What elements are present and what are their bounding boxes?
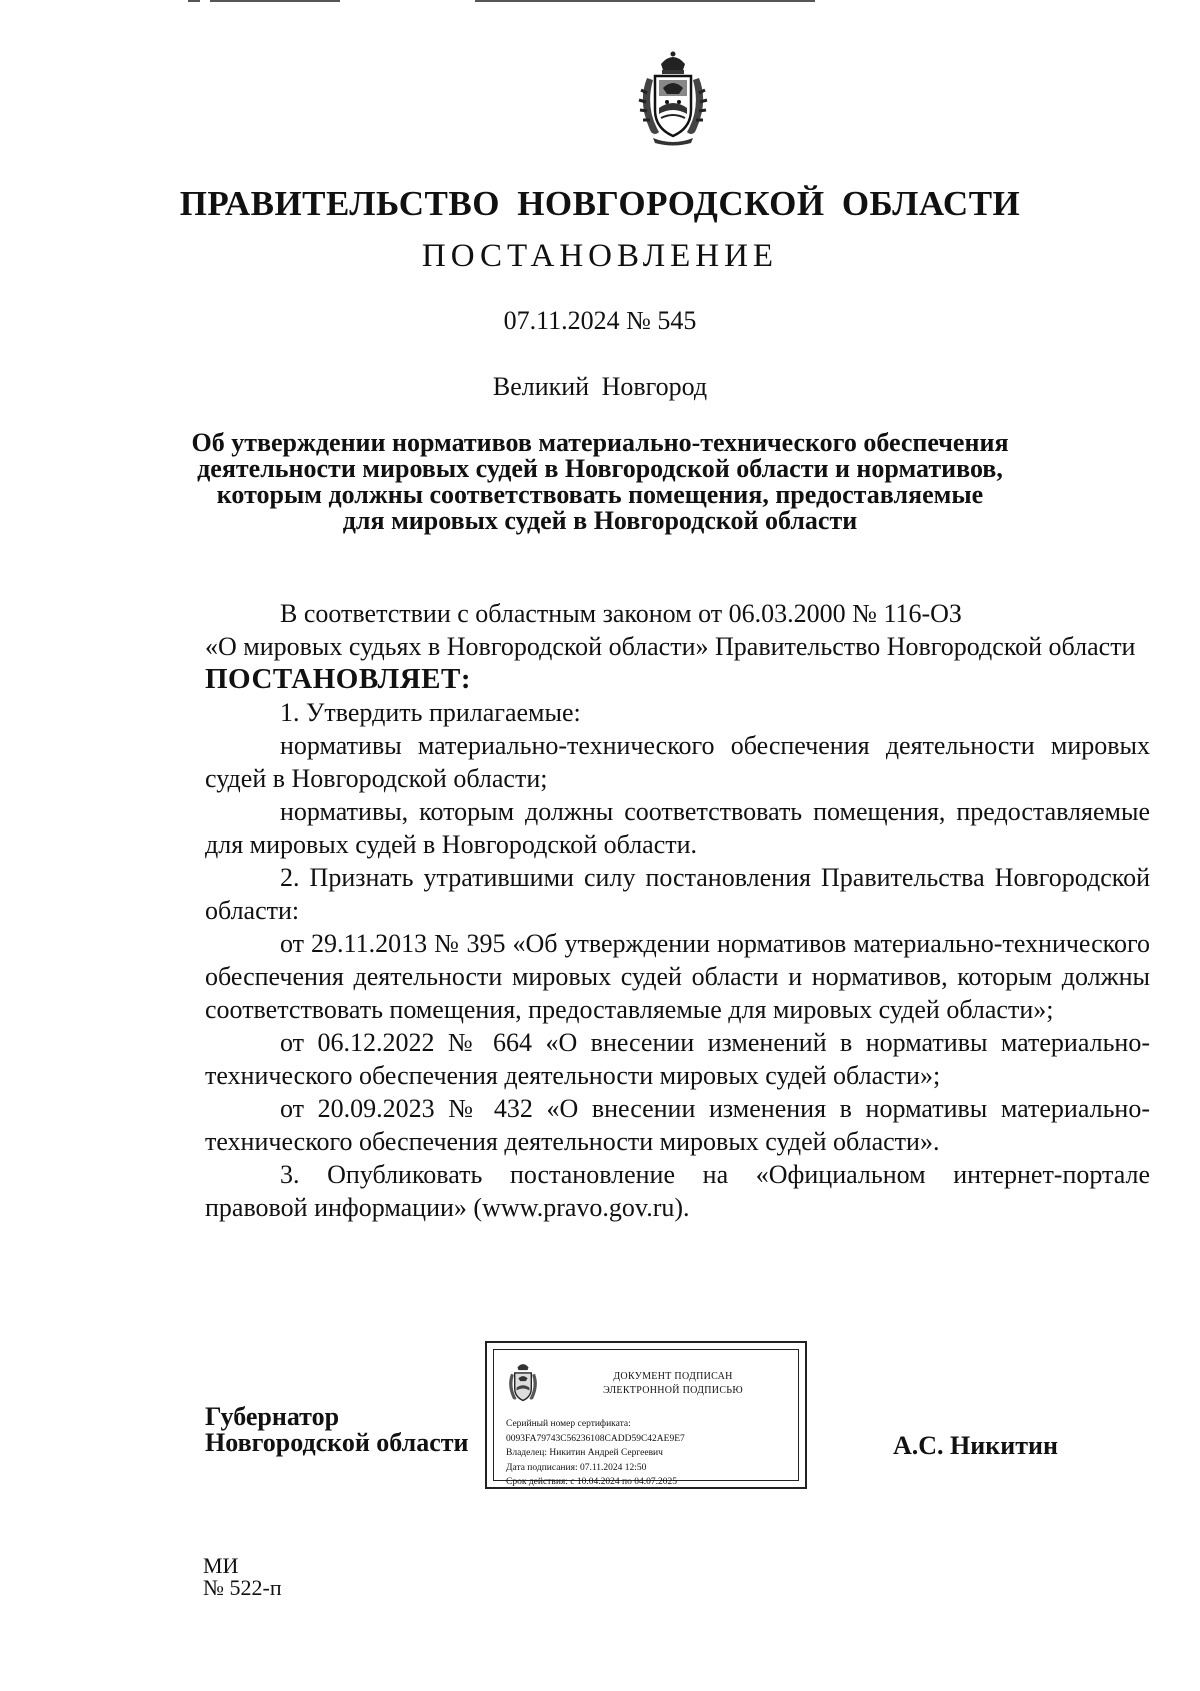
subject-line: деятельности мировых судей в Новгородской области и нормативов, [197,454,1003,483]
subject-line: для мировых судей в Новгородской области [342,506,858,535]
executor-note [203,1555,282,1599]
stamp-heading-line: ЭЛЕКТРОННОЙ ПОДПИСЬЮ [603,1385,743,1396]
body-paragraph: от 06.12.2022 № 664 «О внесении изменений в нормативы материально-технического обеспечения деятельности мировых судей области»; [205,1028,1150,1090]
preamble-line: В соответствии с областным законом от 06.03.2000 № 116-ОЗ [280,599,962,628]
document-type: ПОСТАНОВЛЕНИЕ [421,238,779,274]
body-paragraph: 1. Утвердить прилагаемые: [280,698,581,727]
body-paragraph: от 20.09.2023 № 432 «О внесении изменения в нормативы материально-технического обеспечения деятельности мировых судей области». [205,1094,1150,1156]
signatory-title-line: Новгородской области [205,1428,469,1457]
stamp-details [506,1417,794,1490]
registration-number: № 522-п [203,1575,282,1600]
body-paragraph: нормативы материально-технического обеспечения деятельности мировых судей в Новгородской области; [205,731,1150,793]
resolves-keyword: ПОСТАНОВЛЯЕТ: [205,663,471,695]
novgorod-coat-of-arms-icon [633,48,713,148]
body-paragraph: 2. Признать утратившими силу постановления Правительства Новгородской области: [205,863,1150,925]
stamp-owner: Владелец: Никитин Андрей Сергеевич [506,1448,663,1458]
executor-initials: МИ [203,1553,239,1578]
stamp-heading [554,1370,792,1398]
stamp-validity: Срок действия: с 10.04.2024 по 04.07.2025 [506,1477,677,1487]
stamp-inner-frame [493,1349,799,1487]
document-date-number: 07.11.2024 № 545 [503,306,697,335]
stamp-heading-line: ДОКУМЕНТ ПОДПИСАН [613,1371,733,1382]
body-paragraph: нормативы, которым должны соответствовать помещения, предоставляемые для мировых судей в Новгородской области. [205,797,1150,859]
body-paragraph: от 29.11.2013 № 395 «Об утверждении нормативов материально-технического обеспечения деятельности мировых судей области и нормативов, которым должны соответствовать помещения, предоставляемые для мировых судей области»; [205,929,1150,1024]
stamp-serial-value: 0093FA79743C56236108CADD59C42AE9E7 [506,1433,685,1444]
government-title: ПРАВИТЕЛЬСТВО НОВГОРОДСКОЙ ОБЛАСТИ [179,184,1021,223]
document-subject [180,430,1020,534]
body-paragraph: 3. Опубликовать постановление на «Официальном интернет-портале правовой информации» (www.pravo.gov.ru). [205,1160,1150,1222]
document-city: Великий Новгород [492,372,708,401]
subject-line: Об утверждении нормативов материально-технического обеспечения [191,428,1009,457]
stamp-sign-date: Дата подписания: 07.11.2024 12:50 [506,1462,647,1473]
electronic-signature-stamp [485,1341,807,1489]
stamp-serial-label: Серийный номер сертификата: [506,1419,631,1429]
subject-line: которым должны соответствовать помещения, предоставляемые [216,480,984,509]
scan-artifact-line [210,0,340,2]
scan-artifact-line [188,0,200,2]
document-body [205,597,1150,1224]
signatory-title [205,1404,469,1456]
novgorod-coat-of-arms-icon [504,1360,542,1406]
scan-artifact-line [475,0,815,2]
signer-name: А.С. Никитин [893,1431,1058,1460]
preamble-line: «О мировых судьях в Новгородской области» Правительство Новгородской области [205,632,1136,661]
signatory-title-line: Губернатор [205,1402,340,1431]
